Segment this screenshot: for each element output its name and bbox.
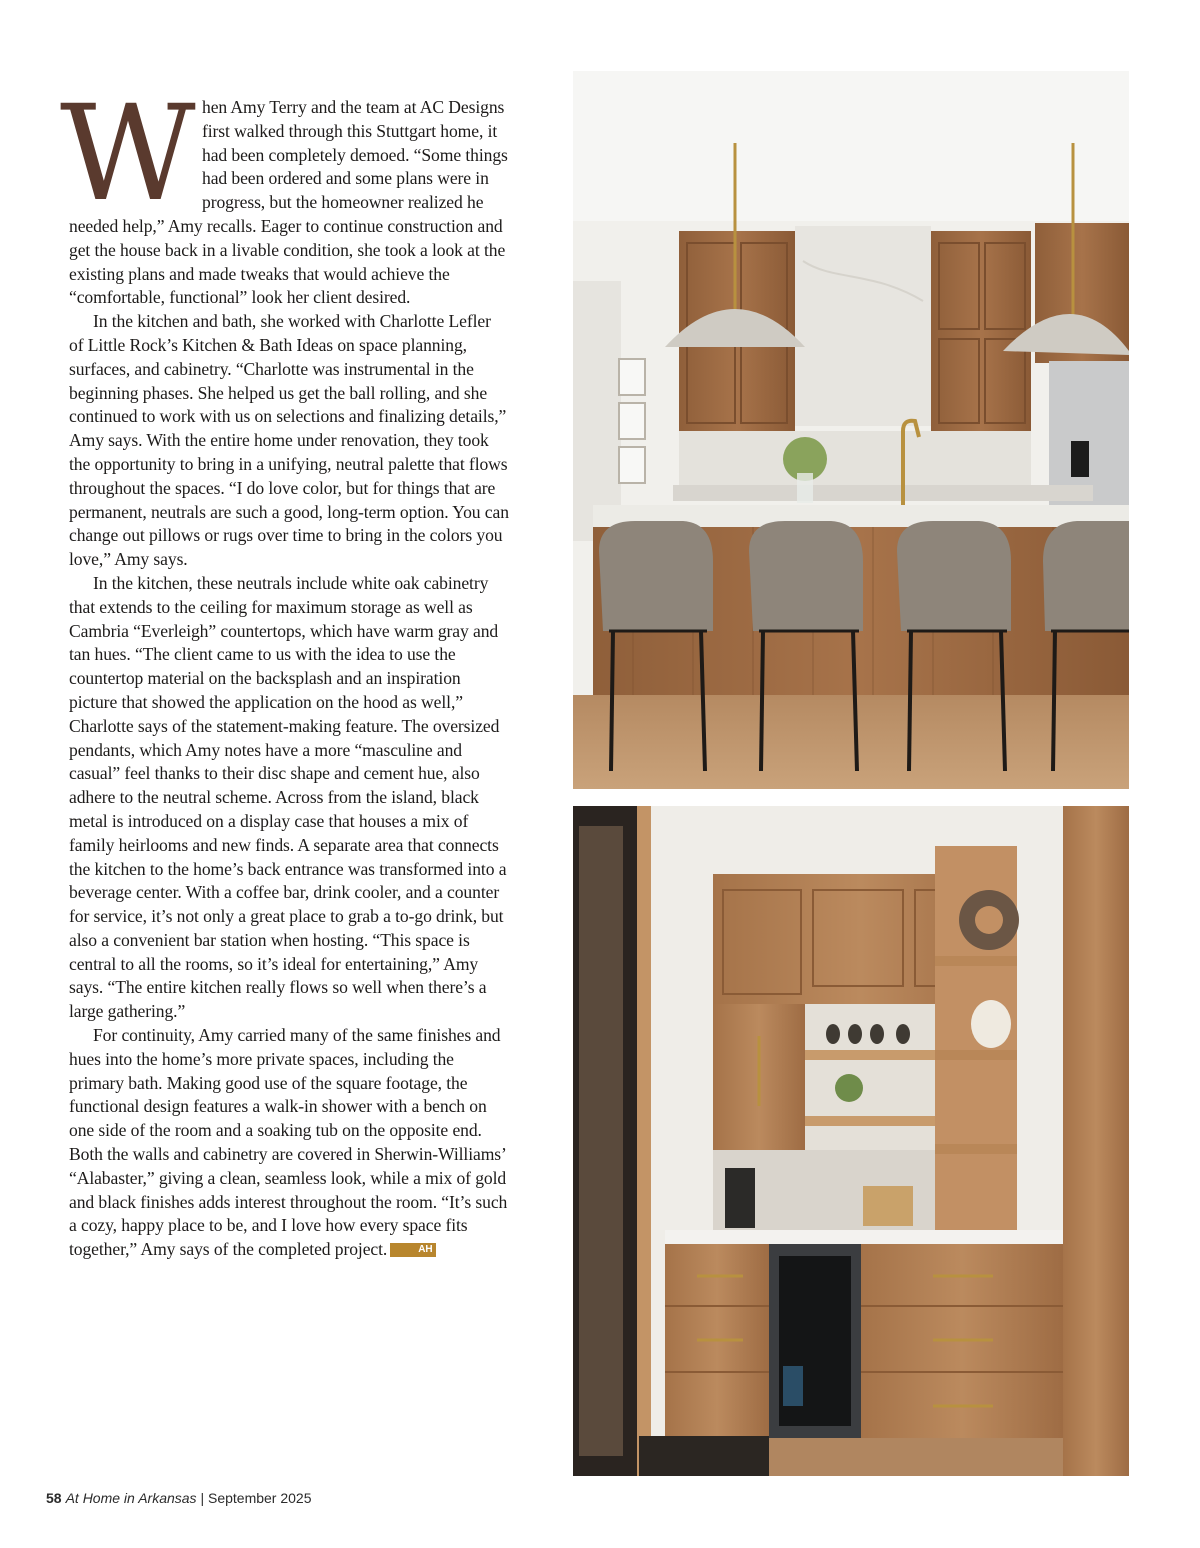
drop-cap: W xyxy=(60,77,196,231)
beverage-center-illustration xyxy=(573,806,1129,1476)
kitchen-photo xyxy=(573,71,1129,789)
article-body xyxy=(60,77,509,1262)
end-mark-badge: AH xyxy=(390,1243,436,1257)
paragraph-4-text: For continuity, Amy carried many of the same finishes and hues into the home’s more private spaces, including the primary bath. Making good use of the square footage, the functional design features a walk-in shower with a bench on one side of the room and a soaking tub on the opposite end. Both the walls and cabinetry are covered in Sherwin-Williams’ “Alabaster,” giving a clean, seamless look, while a mix of gold and black finishes adds interest throughout the room. “It’s such a cozy, happy place to be, and I love how every space fits together,” Amy says of the completed project. xyxy=(69,1025,508,1260)
article-paragraph-2: In the kitchen and bath, she worked with Charlotte Lefler of Little Rock’s Kitchen & Bath Ideas on space planning, surfaces, and cabinetry. “Charlotte was instrumental in the beginning phases. She helped us get the ball rolling, and she continued to work with us on selections and finalizing details,” Amy says. With the entire home under renovation, they took the opportunity to bring in a unifying, neutral palette that flows throughout the spaces. “I do love color, but for things that are permanent, neutrals are such a good, long-term option. You can change out pillows or rugs over time to bring in the colors you love,” Amy says. xyxy=(69,311,509,570)
picture-frame xyxy=(863,1186,913,1226)
magazine-name: At Home in Arkansas xyxy=(65,1490,197,1506)
tall-panel xyxy=(1063,806,1129,1476)
footer-separator: | xyxy=(200,1490,205,1506)
range-hood xyxy=(795,226,931,426)
floor xyxy=(573,695,1129,789)
article-paragraph-3: In the kitchen, these neutrals include white oak cabinetry that extends to the ceiling for maximum storage as well as Cambria “Everleigh” countertops, which have warm gray and tan hues. “The client came to us with the idea to use the countertop material on the backsplash and an inspiration picture that showed the application on the hood as well,” Charlotte says of the statement-making feature. The oversized pendants, which Amy notes have a more “masculine and casual” feel thanks to their disc shape and cement hue, also adhere to the neutral scheme. Across from the island, black metal is introduced on a display case that houses a mix of family heirlooms and new finds. A separate area that connects the kitchen to the home’s back entrance was transformed into a beverage center. With a coffee bar, drink cooler, and a counter for service, it’s not only a great place to grab a to-go drink, but also a convenient bar station when hosting. “This space is central to all the rooms, so it’s ideal for entertaining,” Amy says. “The entire kitchen really flows so well when there’s a large gathering.” xyxy=(69,572,507,1022)
coffee-maker xyxy=(725,1168,755,1228)
wall-art-3 xyxy=(619,447,645,483)
beverage-center-photo xyxy=(573,806,1129,1476)
wall-art-2 xyxy=(619,403,645,439)
wall-art-1 xyxy=(619,359,645,395)
article-paragraph-4 xyxy=(69,1024,509,1262)
upper-cabinet-right xyxy=(931,231,1031,431)
white-jug xyxy=(971,1000,1011,1048)
page-footer xyxy=(46,1490,312,1506)
left-doorway xyxy=(573,281,621,541)
paragraph-1-text: hen Amy Terry and the team at AC Designs first walked through this Stuttgart home, it had been completely demoed. “Some things had been ordered and some plans were in progress, but the homeowner realized he needed help,” Amy recalls. Eager to continue construction and get the house back in a livable condition, she took a look at the existing plans and made tweaks that would achieve the “comfortable, functional” look her client desired. xyxy=(69,97,508,308)
article-paragraph-1 xyxy=(60,77,509,310)
small-plant xyxy=(835,1074,863,1102)
back-counter xyxy=(673,485,1093,501)
ceiling xyxy=(573,71,1129,221)
backsplash xyxy=(679,431,1031,487)
page-number: 58 xyxy=(46,1490,62,1506)
kitchen-illustration xyxy=(573,71,1129,789)
rug xyxy=(639,1436,769,1476)
countertop xyxy=(665,1230,1063,1244)
issue-date: September 2025 xyxy=(207,1490,312,1506)
